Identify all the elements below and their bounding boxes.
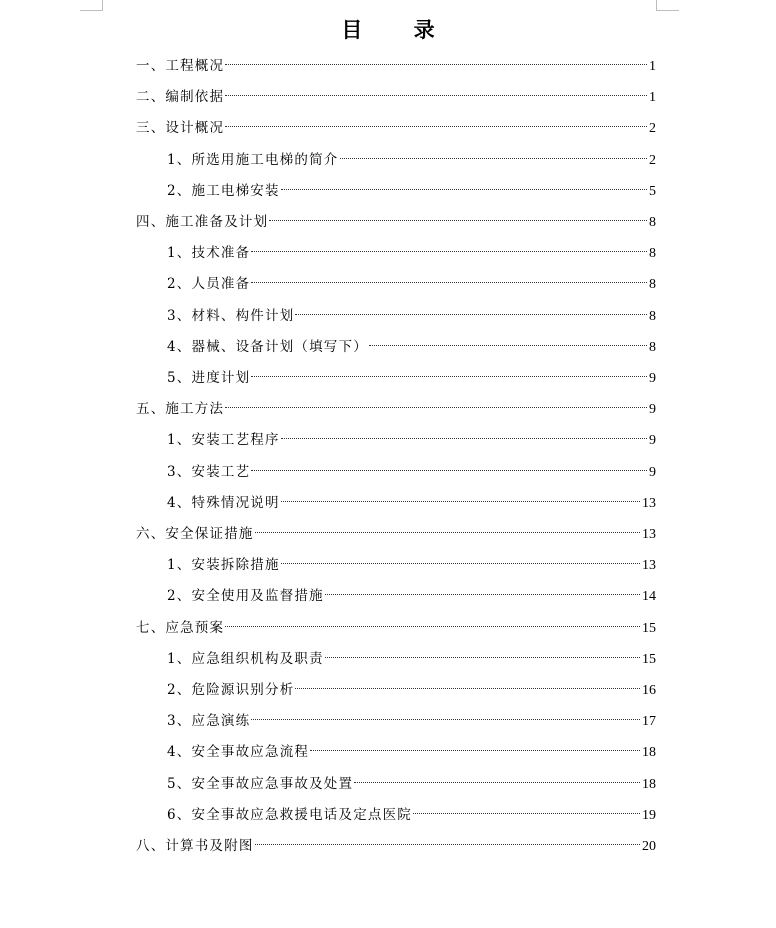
toc-entry-label: 1、安装工艺程序: [167, 432, 280, 449]
toc-subsection-entry[interactable]: [167, 800, 656, 831]
dot-leader: [281, 189, 647, 190]
toc-page-number: 8: [649, 246, 656, 262]
toc-entry-label: 三、设计概况: [136, 120, 225, 137]
toc-page-number: 9: [649, 402, 656, 418]
toc-section-entry[interactable]: [136, 394, 656, 425]
dot-leader: [225, 126, 647, 127]
toc-entry-label: 1、应急组织机构及职责: [167, 650, 324, 667]
toc-entry-label: 2、安全使用及监督措施: [167, 588, 324, 605]
dot-leader: [225, 407, 647, 408]
toc-page-number: 8: [649, 308, 656, 324]
toc-section-entry[interactable]: [136, 113, 656, 144]
toc-entry-label: 4、安全事故应急流程: [167, 744, 310, 761]
toc-entry-label: 二、编制依据: [136, 89, 225, 106]
toc-subsection-entry[interactable]: [167, 737, 656, 768]
toc-section-entry[interactable]: [136, 519, 656, 550]
dot-leader: [281, 501, 640, 502]
toc-entry-label: 八、计算书及附图: [136, 838, 254, 854]
toc-page-number: 2: [649, 121, 656, 137]
toc-page-number: 14: [642, 589, 656, 605]
toc-subsection-entry[interactable]: [167, 269, 656, 300]
toc-page-number: 8: [649, 277, 656, 293]
toc-entry-label: 3、安装工艺: [167, 463, 251, 480]
dot-leader: [340, 158, 648, 159]
toc-page-number: 19: [642, 807, 656, 823]
toc-page-number: 5: [649, 183, 656, 199]
toc-section-entry[interactable]: [136, 51, 656, 82]
toc-subsection-entry[interactable]: [167, 363, 656, 394]
toc-entry-label: 2、施工电梯安装: [167, 182, 280, 199]
toc-section-entry[interactable]: [136, 831, 656, 862]
dot-leader: [281, 563, 640, 564]
toc-entry-label: 五、施工方法: [136, 401, 225, 418]
toc-page-number: 20: [642, 839, 656, 854]
toc-entry-label: 5、进度计划: [167, 370, 251, 386]
toc-entry-label: 5、安全事故应急事故及处置: [167, 775, 354, 792]
toc-entry-label: 七、应急预案: [136, 619, 225, 636]
toc-subsection-entry[interactable]: [167, 301, 656, 332]
toc-subsection-entry[interactable]: [167, 238, 656, 269]
dot-leader: [295, 314, 647, 315]
toc-page-number: 2: [649, 152, 656, 168]
dot-leader: [269, 220, 647, 221]
toc-page-number: 17: [642, 714, 656, 730]
toc-entry-label: 2、人员准备: [167, 276, 251, 293]
dot-leader: [369, 345, 647, 346]
toc-page-number: 8: [649, 339, 656, 355]
toc-subsection-entry[interactable]: [167, 457, 656, 488]
toc-entry-label: 4、器械、设备计划（填写下）: [167, 338, 368, 355]
toc-page-number: 18: [642, 745, 656, 761]
dot-leader: [310, 750, 640, 751]
toc-page-number: 1: [649, 90, 656, 106]
toc-subsection-entry[interactable]: [167, 176, 656, 207]
toc-entry-label: 1、所选用施工电梯的简介: [167, 151, 339, 168]
toc-page-number: 18: [642, 776, 656, 792]
crop-mark-top-right: [656, 0, 679, 11]
toc-entry-label: 1、安装拆除措施: [167, 557, 280, 574]
dot-leader: [251, 251, 647, 252]
toc-entry-label: 2、危险源识别分析: [167, 682, 295, 698]
toc-entry-label: 1、技术准备: [167, 245, 251, 262]
dot-leader: [325, 657, 640, 658]
toc-entry-label: 3、应急演练: [167, 713, 251, 730]
toc-section-entry[interactable]: [136, 613, 656, 644]
toc-subsection-entry[interactable]: [167, 550, 656, 581]
dot-leader: [295, 688, 640, 689]
toc-subsection-entry[interactable]: [167, 488, 656, 519]
toc-page-number: 1: [649, 59, 656, 74]
toc-entry-label: 6、安全事故应急救援电话及定点医院: [167, 806, 412, 823]
toc-entry-label: 3、材料、构件计划: [167, 307, 295, 324]
toc-entry-label: 4、特殊情况说明: [167, 494, 280, 511]
toc-section-entry[interactable]: [136, 82, 656, 113]
toc-page-number: 13: [642, 495, 656, 511]
toc-subsection-entry[interactable]: [167, 145, 656, 176]
crop-mark-top-left: [80, 0, 103, 11]
dot-leader: [255, 844, 640, 845]
toc-section-entry[interactable]: [136, 207, 656, 238]
page-title: 目 录: [341, 17, 457, 42]
toc-subsection-entry[interactable]: [167, 425, 656, 456]
toc-page-number: 9: [649, 371, 656, 386]
dot-leader: [225, 64, 647, 65]
toc-page-number: 8: [649, 215, 656, 230]
dot-leader: [251, 282, 647, 283]
toc-page-number: 16: [642, 683, 656, 698]
toc-page-number: 13: [642, 527, 656, 542]
toc-entry-label: 四、施工准备及计划: [136, 214, 269, 230]
dot-leader: [225, 95, 647, 96]
dot-leader: [255, 532, 640, 533]
toc-subsection-entry[interactable]: [167, 675, 656, 706]
dot-leader: [251, 376, 647, 377]
toc-subsection-entry[interactable]: [167, 706, 656, 737]
dot-leader: [281, 438, 647, 439]
toc-subsection-entry[interactable]: [167, 332, 656, 363]
dot-leader: [325, 594, 640, 595]
toc-page-number: 9: [649, 464, 656, 480]
toc-entry-label: 六、安全保证措施: [136, 526, 254, 542]
toc-page-number: 15: [642, 651, 656, 667]
toc-subsection-entry[interactable]: [167, 644, 656, 675]
toc-subsection-entry[interactable]: [167, 581, 656, 612]
dot-leader: [413, 813, 640, 814]
dot-leader: [251, 470, 647, 471]
toc-entry-label: 一、工程概况: [136, 58, 225, 74]
toc-page-number: 15: [642, 620, 656, 636]
dot-leader: [225, 626, 640, 627]
toc-page-number: 13: [642, 558, 656, 574]
toc-subsection-entry[interactable]: [167, 769, 656, 800]
dot-leader: [251, 719, 640, 720]
dot-leader: [354, 782, 640, 783]
toc-page-number: 9: [649, 433, 656, 449]
